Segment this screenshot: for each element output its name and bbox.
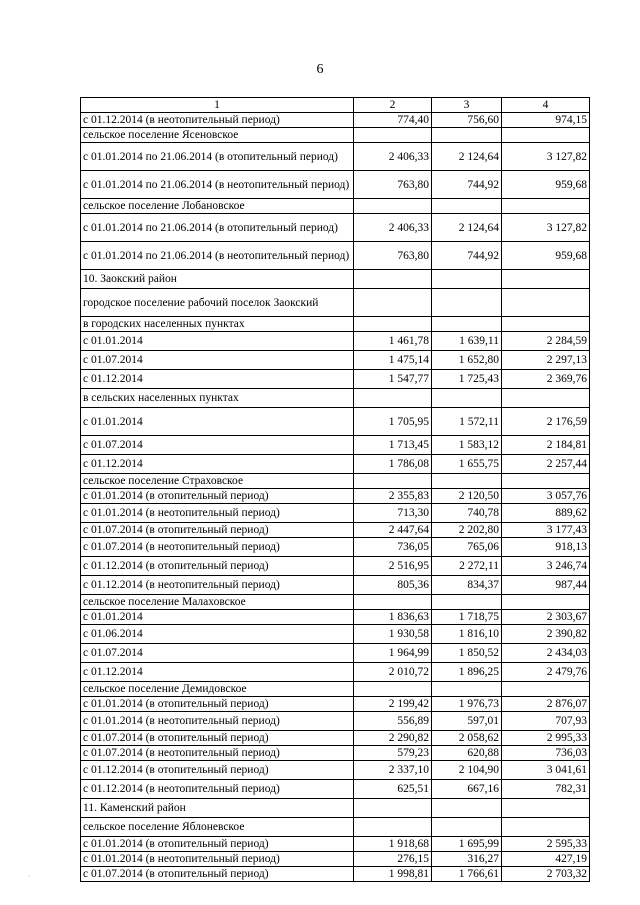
value-cell-col3: 2 124,64 — [432, 214, 502, 242]
table-row — [81, 408, 590, 436]
value-cell-col4: 918,13 — [502, 538, 590, 557]
value-cell-col4: 2 995,33 — [502, 731, 590, 746]
tariff-table — [80, 97, 590, 882]
row-label-cell: сельское поселение Яблоневское — [81, 818, 354, 837]
row-label-cell: с 01.07.2014 (в неотопительный период) — [81, 746, 354, 761]
table-row — [81, 504, 590, 523]
value-cell-col4: 3 127,82 — [502, 214, 590, 242]
table-row — [81, 867, 590, 882]
row-label-cell: с 01.07.2014 (в неотопительный период) — [81, 538, 354, 557]
row-label-cell: с 01.01.2014 (в отопительный период) — [81, 837, 354, 852]
row-label-cell: с 01.06.2014 — [81, 625, 354, 644]
table-row — [81, 351, 590, 370]
value-cell-col2: 1 705,95 — [354, 408, 432, 436]
row-label-cell: в сельских населенных пунктах — [81, 389, 354, 408]
table-row — [81, 332, 590, 351]
value-cell-col4: 987,44 — [502, 576, 590, 595]
row-label-cell: сельское поселение Ясеновское — [81, 128, 354, 143]
row-label-cell: с 01.12.2014 (в неотопительный период) — [81, 576, 354, 595]
table-row — [81, 474, 590, 489]
row-label-cell: с 01.12.2014 (в отопительный период) — [81, 761, 354, 780]
table-row — [81, 731, 590, 746]
value-cell-col4: 2 303,67 — [502, 610, 590, 625]
value-cell-col3: 756,60 — [432, 113, 502, 128]
table-row — [81, 523, 590, 538]
value-cell-col2: 1 547,77 — [354, 370, 432, 389]
value-cell-col2: 2 355,83 — [354, 489, 432, 504]
value-cell-col3: 1 639,11 — [432, 332, 502, 351]
value-cell-col3: 1 718,75 — [432, 610, 502, 625]
value-cell-col3: 1 695,99 — [432, 837, 502, 852]
value-cell-col4: 959,68 — [502, 242, 590, 270]
value-cell-col2: 1 475,14 — [354, 351, 432, 370]
table-row — [81, 242, 590, 270]
value-cell-col3: 667,16 — [432, 780, 502, 799]
value-cell-col4 — [502, 799, 590, 818]
value-cell-col4: 2 434,03 — [502, 644, 590, 663]
value-cell-col2: 579,23 — [354, 746, 432, 761]
value-cell-col4 — [502, 474, 590, 489]
row-label-cell: городское поселение рабочий поселок Заокский — [81, 289, 354, 317]
table-row — [81, 663, 590, 682]
value-cell-col4 — [502, 682, 590, 697]
value-cell-col2: 625,51 — [354, 780, 432, 799]
table-row — [81, 214, 590, 242]
value-cell-col2 — [354, 799, 432, 818]
column-header: 2 — [354, 98, 432, 113]
table-row — [81, 837, 590, 852]
value-cell-col4: 707,93 — [502, 712, 590, 731]
table-row — [81, 780, 590, 799]
value-cell-col4: 3 057,76 — [502, 489, 590, 504]
row-label-cell: с 01.01.2014 по 21.06.2014 (в отопительный период) — [81, 214, 354, 242]
value-cell-col3: 2 124,64 — [432, 143, 502, 171]
table-row — [81, 317, 590, 332]
row-label-cell: с 01.01.2014 — [81, 610, 354, 625]
value-cell-col2: 1 713,45 — [354, 436, 432, 455]
value-cell-col4: 782,31 — [502, 780, 590, 799]
value-cell-col3: 765,06 — [432, 538, 502, 557]
table-row — [81, 712, 590, 731]
row-label-cell: с 01.07.2014 (в отопительный период) — [81, 867, 354, 882]
value-cell-col3: 316,27 — [432, 852, 502, 867]
table-row — [81, 289, 590, 317]
value-cell-col2 — [354, 682, 432, 697]
value-cell-col3 — [432, 389, 502, 408]
value-cell-col3: 2 202,80 — [432, 523, 502, 538]
table-row — [81, 455, 590, 474]
table-row — [81, 557, 590, 576]
value-cell-col2: 774,40 — [354, 113, 432, 128]
row-label-cell: с 01.07.2014 — [81, 351, 354, 370]
row-label-cell: с 01.12.2014 — [81, 455, 354, 474]
value-cell-col2: 556,89 — [354, 712, 432, 731]
row-label-cell: сельское поселение Малаховское — [81, 595, 354, 610]
value-cell-col4: 2 479,76 — [502, 663, 590, 682]
row-label-cell: с 01.01.2014 (в неотопительный период) — [81, 712, 354, 731]
value-cell-col4: 2 595,33 — [502, 837, 590, 852]
table-row — [81, 852, 590, 867]
value-cell-col3: 1 896,25 — [432, 663, 502, 682]
value-cell-col4: 3 246,74 — [502, 557, 590, 576]
table-row — [81, 199, 590, 214]
value-cell-col3: 740,78 — [432, 504, 502, 523]
value-cell-col2 — [354, 474, 432, 489]
row-label-cell: с 01.07.2014 — [81, 436, 354, 455]
value-cell-col2: 805,36 — [354, 576, 432, 595]
value-cell-col4: 3 041,61 — [502, 761, 590, 780]
table-row — [81, 389, 590, 408]
value-cell-col4 — [502, 270, 590, 289]
value-cell-col2: 2 010,72 — [354, 663, 432, 682]
value-cell-col2: 763,80 — [354, 171, 432, 199]
row-label-cell: сельское поселение Страховское — [81, 474, 354, 489]
value-cell-col2: 1 930,58 — [354, 625, 432, 644]
value-cell-col2 — [354, 199, 432, 214]
value-cell-col3 — [432, 595, 502, 610]
value-cell-col4: 3 127,82 — [502, 143, 590, 171]
value-cell-col2: 2 516,95 — [354, 557, 432, 576]
value-cell-col3 — [432, 270, 502, 289]
value-cell-col2 — [354, 128, 432, 143]
value-cell-col4: 736,03 — [502, 746, 590, 761]
value-cell-col4 — [502, 595, 590, 610]
value-cell-col3 — [432, 199, 502, 214]
value-cell-col3: 1 816,10 — [432, 625, 502, 644]
table-row — [81, 171, 590, 199]
value-cell-col4: 2 257,44 — [502, 455, 590, 474]
value-cell-col2 — [354, 270, 432, 289]
value-cell-col2: 713,30 — [354, 504, 432, 523]
value-cell-col3 — [432, 317, 502, 332]
value-cell-col3: 597,01 — [432, 712, 502, 731]
value-cell-col4: 2 176,59 — [502, 408, 590, 436]
value-cell-col4: 2 369,76 — [502, 370, 590, 389]
value-cell-col4 — [502, 818, 590, 837]
row-label-cell: с 01.01.2014 по 21.06.2014 (в отопительный период) — [81, 143, 354, 171]
row-label-cell: с 01.01.2014 (в отопительный период) — [81, 697, 354, 712]
value-cell-col2: 276,15 — [354, 852, 432, 867]
row-label-cell: с 01.12.2014 (в неотопительный период) — [81, 780, 354, 799]
value-cell-col4: 3 177,43 — [502, 523, 590, 538]
value-cell-col2 — [354, 389, 432, 408]
value-cell-col2: 2 337,10 — [354, 761, 432, 780]
value-cell-col2: 2 290,82 — [354, 731, 432, 746]
value-cell-col2: 736,05 — [354, 538, 432, 557]
value-cell-col3: 744,92 — [432, 242, 502, 270]
table-row — [81, 576, 590, 595]
value-cell-col3: 744,92 — [432, 171, 502, 199]
value-cell-col3 — [432, 799, 502, 818]
value-cell-col4 — [502, 128, 590, 143]
value-cell-col4: 2 297,13 — [502, 351, 590, 370]
value-cell-col4: 2 184,81 — [502, 436, 590, 455]
value-cell-col4 — [502, 389, 590, 408]
value-cell-col4: 2 876,07 — [502, 697, 590, 712]
table-row — [81, 761, 590, 780]
table-row — [81, 595, 590, 610]
value-cell-col2: 1 461,78 — [354, 332, 432, 351]
value-cell-col3: 1 725,43 — [432, 370, 502, 389]
value-cell-col2 — [354, 289, 432, 317]
value-cell-col4: 2 703,32 — [502, 867, 590, 882]
value-cell-col3: 2 272,11 — [432, 557, 502, 576]
table-row — [81, 270, 590, 289]
value-cell-col2: 1 836,63 — [354, 610, 432, 625]
table-body — [81, 113, 590, 882]
row-label-cell: с 01.01.2014 по 21.06.2014 (в неотопительный период) — [81, 242, 354, 270]
table-row — [81, 610, 590, 625]
value-cell-col3: 2 120,50 — [432, 489, 502, 504]
table-row — [81, 644, 590, 663]
table-row — [81, 697, 590, 712]
value-cell-col2 — [354, 595, 432, 610]
row-label-cell: с 01.01.2014 (в неотопительный период) — [81, 504, 354, 523]
value-cell-col3: 620,88 — [432, 746, 502, 761]
table-row — [81, 538, 590, 557]
value-cell-col4 — [502, 317, 590, 332]
row-label-cell: сельское поселение Демидовское — [81, 682, 354, 697]
value-cell-col2: 2 406,33 — [354, 214, 432, 242]
table-header-row — [81, 98, 590, 113]
row-label-cell: с 01.07.2014 (в отопительный период) — [81, 731, 354, 746]
value-cell-col2: 763,80 — [354, 242, 432, 270]
column-header: 4 — [502, 98, 590, 113]
row-label-cell: с 01.12.2014 (в неотопительный период) — [81, 113, 354, 128]
row-label-cell: с 01.01.2014 — [81, 408, 354, 436]
value-cell-col4 — [502, 199, 590, 214]
value-cell-col2 — [354, 317, 432, 332]
value-cell-col4: 427,19 — [502, 852, 590, 867]
value-cell-col3: 1 850,52 — [432, 644, 502, 663]
row-label-cell: в городских населенных пунктах — [81, 317, 354, 332]
value-cell-col3: 2 058,62 — [432, 731, 502, 746]
row-label-cell: с 01.01.2014 — [81, 332, 354, 351]
row-label-cell: с 01.12.2014 — [81, 663, 354, 682]
value-cell-col4: 974,15 — [502, 113, 590, 128]
table-row — [81, 370, 590, 389]
column-header: 3 — [432, 98, 502, 113]
scan-mark: · — [28, 872, 31, 881]
row-label-cell: с 01.07.2014 — [81, 644, 354, 663]
value-cell-col3: 1 572,11 — [432, 408, 502, 436]
value-cell-col2: 2 406,33 — [354, 143, 432, 171]
row-label-cell: 10. Заокский район — [81, 270, 354, 289]
row-label-cell: с 01.07.2014 (в отопительный период) — [81, 523, 354, 538]
row-label-cell: с 01.12.2014 (в отопительный период) — [81, 557, 354, 576]
value-cell-col3: 1 583,12 — [432, 436, 502, 455]
value-cell-col3 — [432, 128, 502, 143]
value-cell-col4: 2 390,82 — [502, 625, 590, 644]
column-header: 1 — [81, 98, 354, 113]
table-row — [81, 489, 590, 504]
value-cell-col2: 1 964,99 — [354, 644, 432, 663]
value-cell-col4: 2 284,59 — [502, 332, 590, 351]
row-label-cell: с 01.01.2014 (в неотопительный период) — [81, 852, 354, 867]
value-cell-col3: 1 652,80 — [432, 351, 502, 370]
table-row — [81, 818, 590, 837]
row-label-cell: сельское поселение Лобановское — [81, 199, 354, 214]
value-cell-col2 — [354, 818, 432, 837]
page-number: 6 — [316, 62, 324, 77]
value-cell-col4 — [502, 289, 590, 317]
value-cell-col4: 889,62 — [502, 504, 590, 523]
table-row — [81, 143, 590, 171]
value-cell-col3 — [432, 474, 502, 489]
value-cell-col3: 2 104,90 — [432, 761, 502, 780]
value-cell-col2: 1 998,81 — [354, 867, 432, 882]
value-cell-col2: 2 447,64 — [354, 523, 432, 538]
table-row — [81, 746, 590, 761]
row-label-cell: с 01.12.2014 — [81, 370, 354, 389]
value-cell-col3: 1 976,73 — [432, 697, 502, 712]
value-cell-col3: 1 655,75 — [432, 455, 502, 474]
table-row — [81, 436, 590, 455]
value-cell-col2: 1 786,08 — [354, 455, 432, 474]
table-row — [81, 799, 590, 818]
value-cell-col2: 2 199,42 — [354, 697, 432, 712]
row-label-cell: с 01.01.2014 по 21.06.2014 (в неотопительный период) — [81, 171, 354, 199]
table-row — [81, 113, 590, 128]
value-cell-col3: 1 766,61 — [432, 867, 502, 882]
row-label-cell: 11. Каменский район — [81, 799, 354, 818]
value-cell-col3 — [432, 682, 502, 697]
value-cell-col3: 834,37 — [432, 576, 502, 595]
table-row — [81, 682, 590, 697]
value-cell-col2: 1 918,68 — [354, 837, 432, 852]
value-cell-col3 — [432, 289, 502, 317]
row-label-cell: с 01.01.2014 (в отопительный период) — [81, 489, 354, 504]
table-row — [81, 128, 590, 143]
value-cell-col3 — [432, 818, 502, 837]
table-row — [81, 625, 590, 644]
value-cell-col4: 959,68 — [502, 171, 590, 199]
